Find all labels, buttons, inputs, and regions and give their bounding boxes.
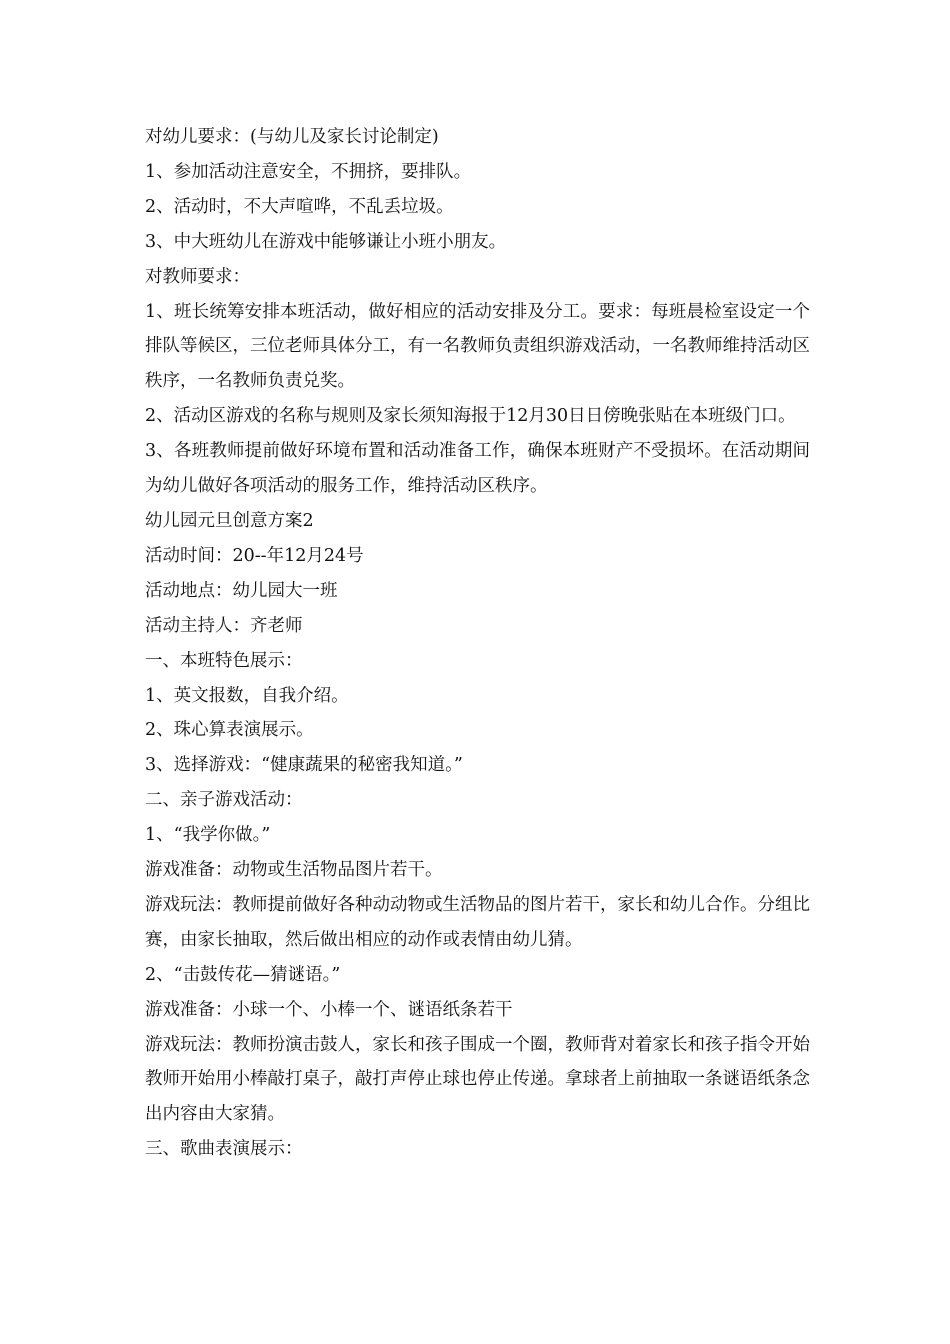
paragraph: 活动地点：幼儿园大一班 (145, 580, 338, 601)
paragraph: 游戏玩法：教师扮演击鼓人，家长和孩子围成一个圈，教师背对着家长和孩子指令开始教师开始用小棒敲打桌子，敲打声停止球也停止传递。拿球者上前抽取一条谜语纸条念出内容由大家猜。 (145, 1034, 810, 1125)
paragraph: 活动主持人：齐老师 (145, 615, 303, 636)
section-heading: 三、歌曲表演展示： (145, 1139, 303, 1160)
document-title: 幼儿园元旦创意方案2 (145, 510, 314, 531)
paragraph: 3、选择游戏：“健康蔬果的秘密我知道。” (145, 755, 463, 776)
paragraph: 1、参加活动注意安全，不拥挤，要排队。 (145, 161, 472, 182)
section-heading: 二、亲子游戏活动： (145, 790, 303, 811)
paragraph: 1、班长统筹安排本班活动，做好相应的活动安排及分工。要求：每班晨检室设定一个排队等候区，三位老师具体分工，有一名教师负责组织游戏活动，一名教师维持活动区秩序，一名教师负责兑奖。 (145, 301, 810, 392)
paragraph: 1、英文报数，自我介绍。 (145, 685, 349, 706)
paragraph: 对幼儿要求：(与幼儿及家长讨论制定) (145, 127, 439, 147)
document-body (145, 120, 810, 1167)
paragraph: 3、中大班幼儿在游戏中能够谦让小班小朋友。 (145, 231, 507, 252)
paragraph: 1、“我学你做。” (145, 825, 271, 846)
paragraph: 游戏准备：动物或生活物品图片若干。 (145, 860, 443, 881)
section-heading: 一、本班特色展示： (145, 650, 303, 671)
paragraph: 活动时间：20--年12月24号 (145, 545, 364, 566)
paragraph: 3、各班教师提前做好环境布置和活动准备工作，确保本班财产不受损坏。在活动期间为幼儿做好各项活动的服务工作，维持活动区秩序。 (145, 441, 810, 497)
section-heading: 对教师要求： (145, 266, 250, 287)
paragraph: 2、活动时，不大声喧哗，不乱丢垃圾。 (145, 196, 454, 217)
paragraph: 游戏玩法：教师提前做好各种动动物或生活物品的图片若干，家长和幼儿合作。分组比赛，由家长抽取，然后做出相应的动作或表情由幼儿猜。 (145, 894, 810, 950)
paragraph: 游戏准备：小球一个、小棒一个、谜语纸条若干 (145, 999, 513, 1020)
paragraph: 2、“击鼓传花—猜谜语。” (145, 964, 341, 985)
paragraph: 2、活动区游戏的名称与规则及家长须知海报于12月30日日傍晚张贴在本班级门口。 (145, 406, 796, 427)
paragraph: 2、珠心算表演展示。 (145, 720, 314, 741)
